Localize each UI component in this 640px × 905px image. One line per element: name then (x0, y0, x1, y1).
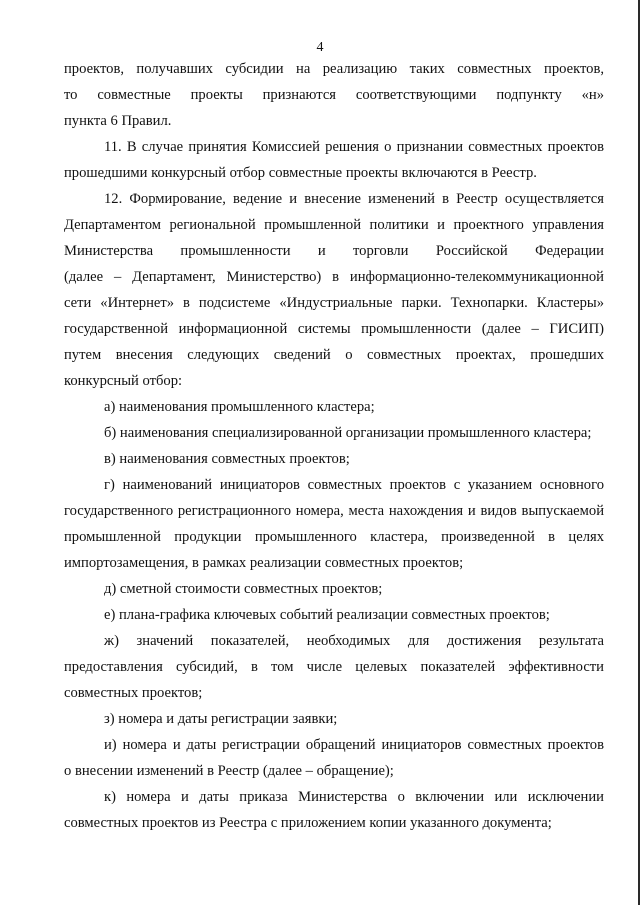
text-line: совместных проектов; (64, 685, 203, 701)
text-line: конкурсный отбор: (64, 373, 183, 389)
list-item-b (64, 420, 604, 446)
text-line: то совместные проекты признаются соответствующими подпункту «н» (64, 87, 604, 103)
text-line: з) номера и даты регистрации заявки; (104, 711, 338, 727)
list-item-z (64, 706, 604, 732)
paragraph-continuation (64, 56, 604, 134)
text-line: импортозамещения, в рамках реализации совместных проектов; (64, 555, 464, 571)
paragraph-12 (64, 186, 604, 394)
text-line: г) наименований инициаторов совместных проектов с указанием основного (104, 477, 604, 493)
text-line: Департаментом региональной промышленной политики и проектного управления (64, 217, 604, 233)
text-line: совместных проектов из Реестра с приложением копии указанного документа; (64, 815, 552, 831)
text-line: предоставления субсидий, в том числе целевых показателей эффективности (64, 659, 604, 675)
text-line: государственного регистрационного номера, места нахождения и видов выпускаемой (64, 503, 604, 519)
paragraph-11 (64, 134, 604, 186)
text-line: д) сметной стоимости совместных проектов; (104, 581, 383, 597)
list-item-e (64, 602, 604, 628)
text-line: сети «Интернет» в подсистеме «Индустриальные парки. Технопарки. Кластеры» (64, 295, 604, 311)
text-line: путем внесения следующих сведений о совместных проектах, прошедших (64, 347, 604, 363)
text-line: к) номера и даты приказа Министерства о включении или исключении (104, 789, 604, 805)
text-line: и) номера и даты регистрации обращений инициаторов совместных проектов (104, 737, 604, 753)
text-line: в) наименования совместных проектов; (104, 451, 350, 467)
list-item-g (64, 472, 604, 576)
text-line: пункта 6 Правил. (64, 113, 172, 129)
text-line: а) наименования промышленного кластера; (104, 399, 375, 415)
text-line: прошедшими конкурсный отбор совместные проекты включаются в Реестр. (64, 165, 537, 181)
page-number: 4 (316, 40, 324, 55)
text-line: государственной информационной системы промышленности (далее – ГИСИП) (64, 321, 604, 337)
list-item-a (64, 394, 604, 420)
text-line: б) наименования специализированной организации промышленного кластера; (104, 425, 592, 441)
list-item-k (64, 784, 604, 836)
text-line: (далее – Департамент, Министерство) в информационно-телекоммуникационной (64, 269, 604, 285)
list-item-i (64, 732, 604, 784)
text-line: проектов, получавших субсидии на реализацию таких совместных проектов, (64, 61, 604, 77)
text-line: Министерства промышленности и торговли Российской Федерации (64, 243, 604, 259)
text-line: 12. Формирование, ведение и внесение изменений в Реестр осуществляется (104, 191, 604, 207)
text-line: промышленной продукции промышленного кластера, произведенной в целях (64, 529, 604, 545)
list-item-d (64, 576, 604, 602)
text-line: ж) значений показателей, необходимых для достижения результата (104, 633, 604, 649)
list-item-zh (64, 628, 604, 706)
text-line: о внесении изменений в Реестр (далее – обращение); (64, 763, 394, 779)
text-line: 11. В случае принятия Комиссией решения о признании совместных проектов (104, 139, 604, 155)
text-line: е) плана-графика ключевых событий реализации совместных проектов; (104, 607, 550, 623)
document-body (64, 56, 604, 836)
list-item-v (64, 446, 604, 472)
